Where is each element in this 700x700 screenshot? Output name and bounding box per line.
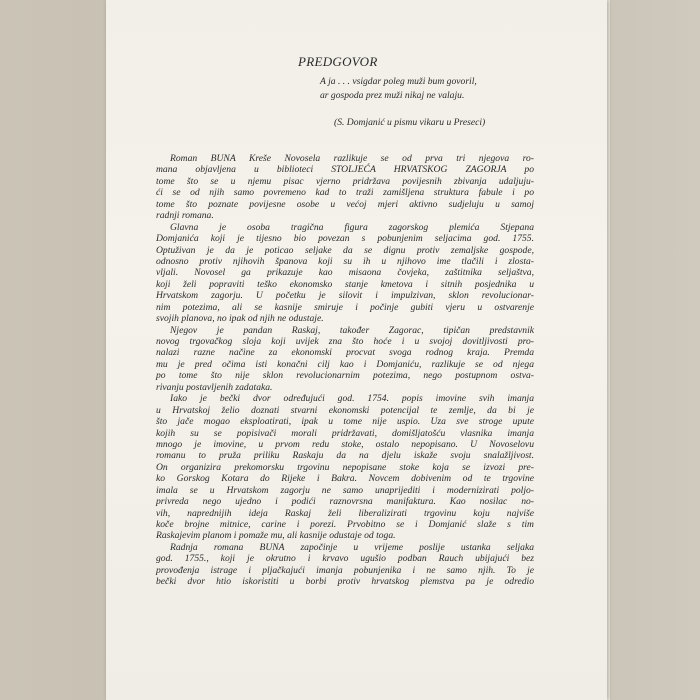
text-line: kojih su se popisivači morali pridržavati, domišljatošću vlasnika imanja <box>156 427 534 439</box>
text-line: Raskajevim planom i pomaže mu, ali kasnije odustaje od toga. <box>156 530 396 542</box>
text-line: romanu to pruža priliku Raskaju da na djelu iskaže svoju snalažljivost. <box>156 450 534 462</box>
text-line: imala se u Hrvatskom zagorju ne samo unaprijediti i modernizirati poljo- <box>156 484 534 496</box>
text-line: nalazi razne načine za ekonomski procvat svoga rodnog kraja. Premda <box>156 347 534 359</box>
text-line: ko Gorskog Kotara do Rijeke i Bakra. Novcem dobivenim od te trgovine <box>156 473 534 485</box>
text-line: Optuživan je da je poticao seljake da se dignu protiv zemaljske gospode, <box>156 244 534 256</box>
text-line: vljali. Novosel ga prikazuje kao misaona čovjeka, zaštitnika seljaštva, <box>156 267 534 279</box>
text-line: Njegov je pandan Raskaj, također Zagorac, tipičan predstavnik <box>170 324 534 336</box>
text-line: novog trgovačkog sloja koji uvijek zna što hoće i u svojoj dovitljivosti pro- <box>156 336 534 347</box>
text-line: privreda nego ujedno i podići raznovrsna manifaktura. Kao nosilac no- <box>156 496 534 508</box>
text-line: mana objavljena u biblioteci STOLJEĆA HRVATSKOG ZAGORJA po <box>156 164 534 176</box>
epigraph-source: (S. Domjanić u pismu vikaru u Preseci) <box>334 117 486 128</box>
text-line: vih, naprednijih ideja Raskaj želi liberalizirati trgovinu koju najviše <box>156 507 534 519</box>
book-page <box>106 0 607 700</box>
page-edge <box>607 0 610 700</box>
text-line: u Hrvatskoj želio doznati stvarni ekonomski potencijal te zemlje, da bi je <box>156 404 534 416</box>
epigraph-line: ar gospoda prez muži nikaj ne valaju. <box>320 89 465 101</box>
text-line: On organizira prekomorsku trgovinu nepopisane stoke koja se izvozi pre- <box>156 461 534 473</box>
paragraph <box>156 542 534 588</box>
text-line: koče brojne mitnice, carine i porezi. Prvobitno se i Domjanić slaže s tim <box>156 519 534 530</box>
text-line: svojih planova, no ipak od njih ne odustaje. <box>156 313 324 325</box>
epigraph <box>320 75 550 102</box>
text-line: Domjanića koji je tijesno bio povezan s pobunjenim seljacima god. 1755. <box>156 233 534 245</box>
text-line: ći se od njih samo povremeno kad to traži zamišljena struktura fabule i po <box>156 187 534 199</box>
text-line: Hrvatskom zagorju. U početku je silovit i impulzivan, sklon revolucionar- <box>156 290 534 302</box>
paragraph <box>156 153 534 222</box>
paragraph <box>156 393 534 542</box>
text-line: Glavna je osoba tragična figura zagorskog plemića Stjepana <box>170 221 534 233</box>
text-line: provođenja istrage i pljačkajući imanja pobunjenika i ne samo njih. To je <box>156 564 534 576</box>
text-line: što jače mogao eksploatirati, ipak u tome nije uspio. Uza sve stroge upute <box>156 416 534 428</box>
text-line: radnji romana. <box>156 210 214 222</box>
text-line: Radnja romana BUNA započinje u vrijeme poslije ustanka seljaka <box>170 541 534 553</box>
text-line: mu je pred očima isti konačni cilj kao i Domjaniću, razlikuje se od njega <box>156 358 534 370</box>
body-text <box>156 153 534 588</box>
text-line: po tome što nije sklon revolucionarnim potezima, nego postupnom ostva- <box>156 370 534 382</box>
text-line: Roman BUNA Kreše Novosela razlikuje se od prva tri njegova ro- <box>170 153 534 164</box>
text-line: odnosno protiv njihovih španova koji su ih u njihovo ime tlačili i zlosta- <box>156 255 534 267</box>
epigraph-line: A ja . . . vsigdar poleg muži bum govoril, <box>320 76 477 87</box>
page-title: PREDGOVOR <box>298 54 378 69</box>
text-line: koji želi popraviti teško ekonomsko stanje kmetova i sitnih posjednika u <box>156 278 534 290</box>
text-line: tome što se u njemu pisac vjerno pridržava povijesnih zbivanja udaljuju- <box>156 175 534 187</box>
text-line: god. 1755., koji je okrutno i krvavo ugušio podban Rauch ubijajući bez <box>156 553 534 565</box>
paragraph <box>156 222 534 325</box>
text-line: bečki dvor htio iskoristiti u borbi protiv hrvatskog plemstva pa je odredio <box>156 576 534 588</box>
text-line: rivanju postavljenih zadataka. <box>156 381 273 393</box>
text-line: tome što poznate povijesne osobe u većoj mjeri aktivno sudjeluju u samoj <box>156 198 534 210</box>
text-line: mnogo je imovine, u prvom redu stoke, ostalo nepopisano. U Novoselovu <box>156 438 534 450</box>
text-line: nim potezima, ali se kasnije smiruje i počinje gubiti vjeru u ostvarenje <box>156 301 534 313</box>
text-line: Iako je bečki dvor određujući god. 1754. popis imovine svih imanja <box>170 393 534 405</box>
paragraph <box>156 325 534 394</box>
